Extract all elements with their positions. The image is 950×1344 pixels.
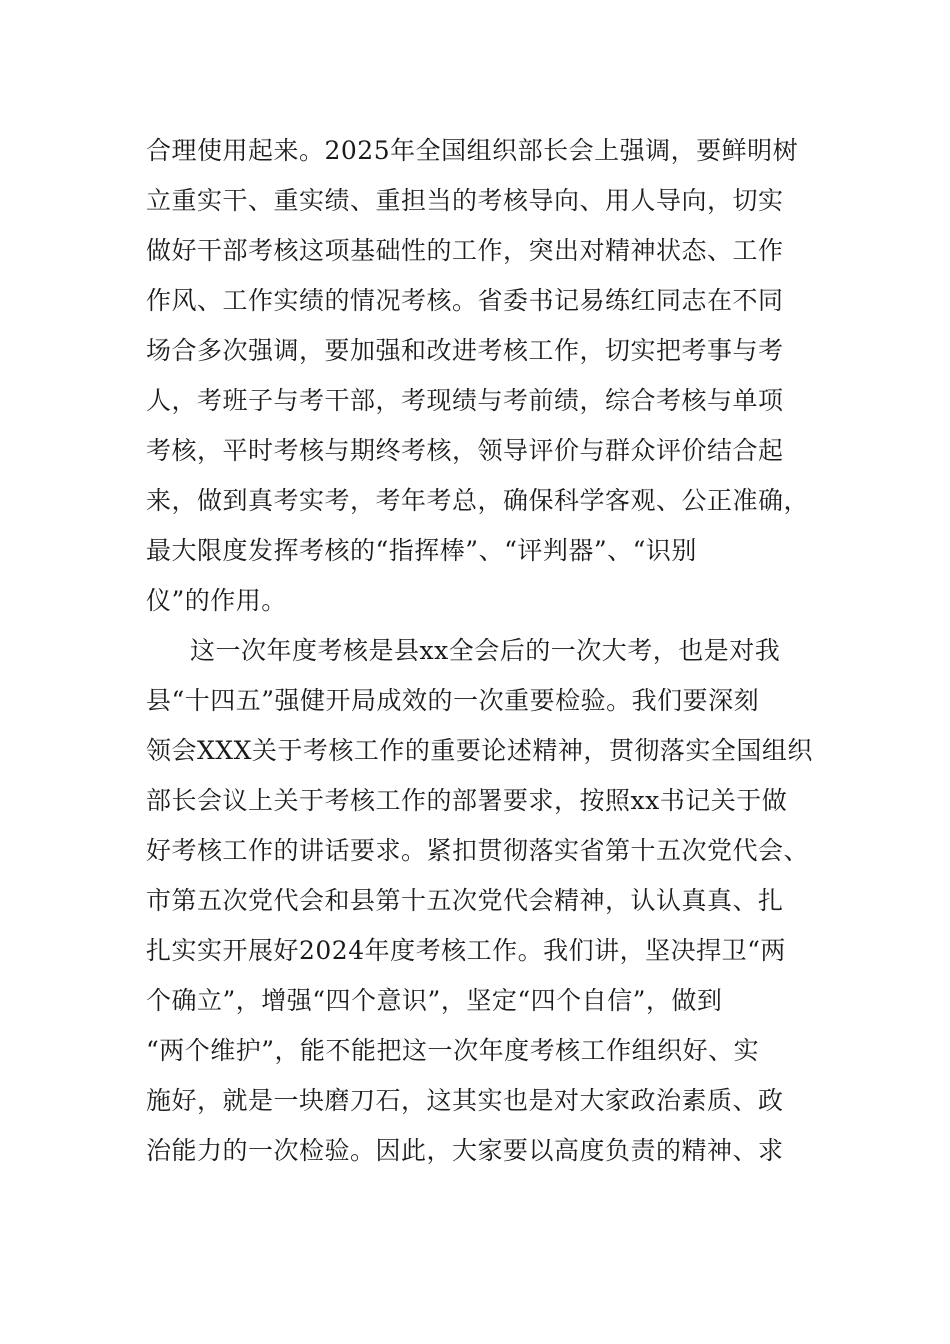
text-line: 来，做到真考实考，考年考总，确保科学客观、公正准确， bbox=[146, 486, 810, 515]
text-line: 立重实干、重实绩、重担当的考核导向、用人导向，切实 bbox=[146, 186, 784, 215]
text-line: 最大限度发挥考核的“指挥棒”、“评判器”、“识别 bbox=[146, 536, 697, 565]
text-line: 人，考班子与考干部，考现绩与考前绩，综合考核与单项 bbox=[146, 386, 784, 415]
body-text bbox=[146, 126, 811, 1176]
text-line: 个确立”，增强“四个意识”，坚定“四个自信”，做到 bbox=[146, 986, 723, 1015]
text-line: 领会XXX关于考核工作的重要论述精神，贯彻落实全国组织 bbox=[146, 736, 813, 765]
text-line: 作风、工作实绩的情况考核。省委书记易练红同志在不同 bbox=[146, 286, 784, 315]
text-line: 扎实实开展好2024年度考核工作。我们讲，坚决捍卫“两 bbox=[146, 936, 786, 965]
text-line: 施好，就是一块磨刀石，这其实也是对大家政治素质、政 bbox=[146, 1086, 784, 1115]
text-line: 仪”的作用。 bbox=[146, 586, 287, 615]
text-line: 县“十四五”强健开局成效的一次重要检验。我们要深刻 bbox=[146, 686, 760, 715]
text-line: 合理使用起来。2025年全国组织部长会上强调，要鲜明树 bbox=[146, 136, 799, 165]
text-line: 场合多次强调，要加强和改进考核工作，切实把考事与考 bbox=[146, 336, 784, 365]
text-line: 市第五次党代会和县第十五次党代会精神，认认真真、扎 bbox=[146, 886, 784, 915]
text-line: 治能力的一次检验。因此，大家要以高度负责的精神、求 bbox=[146, 1136, 784, 1165]
text-line: 好考核工作的讲话要求。紧扣贯彻落实省第十五次党代会、 bbox=[146, 836, 810, 865]
text-line: 做好干部考核这项基础性的工作，突出对精神状态、工作 bbox=[146, 236, 784, 265]
text-line: 这一次年度考核是县xx全会后的一次大考，也是对我 bbox=[190, 636, 781, 665]
paragraph-2 bbox=[146, 626, 811, 1176]
paragraph-1 bbox=[146, 126, 811, 626]
text-line: “两个维护”，能不能把这一次年度考核工作组织好、实 bbox=[146, 1036, 760, 1065]
text-line: 部长会议上关于考核工作的部署要求，按照xx书记关于做 bbox=[146, 786, 788, 815]
text-line: 考核，平时考核与期终考核，领导评价与群众评价结合起 bbox=[146, 436, 784, 465]
